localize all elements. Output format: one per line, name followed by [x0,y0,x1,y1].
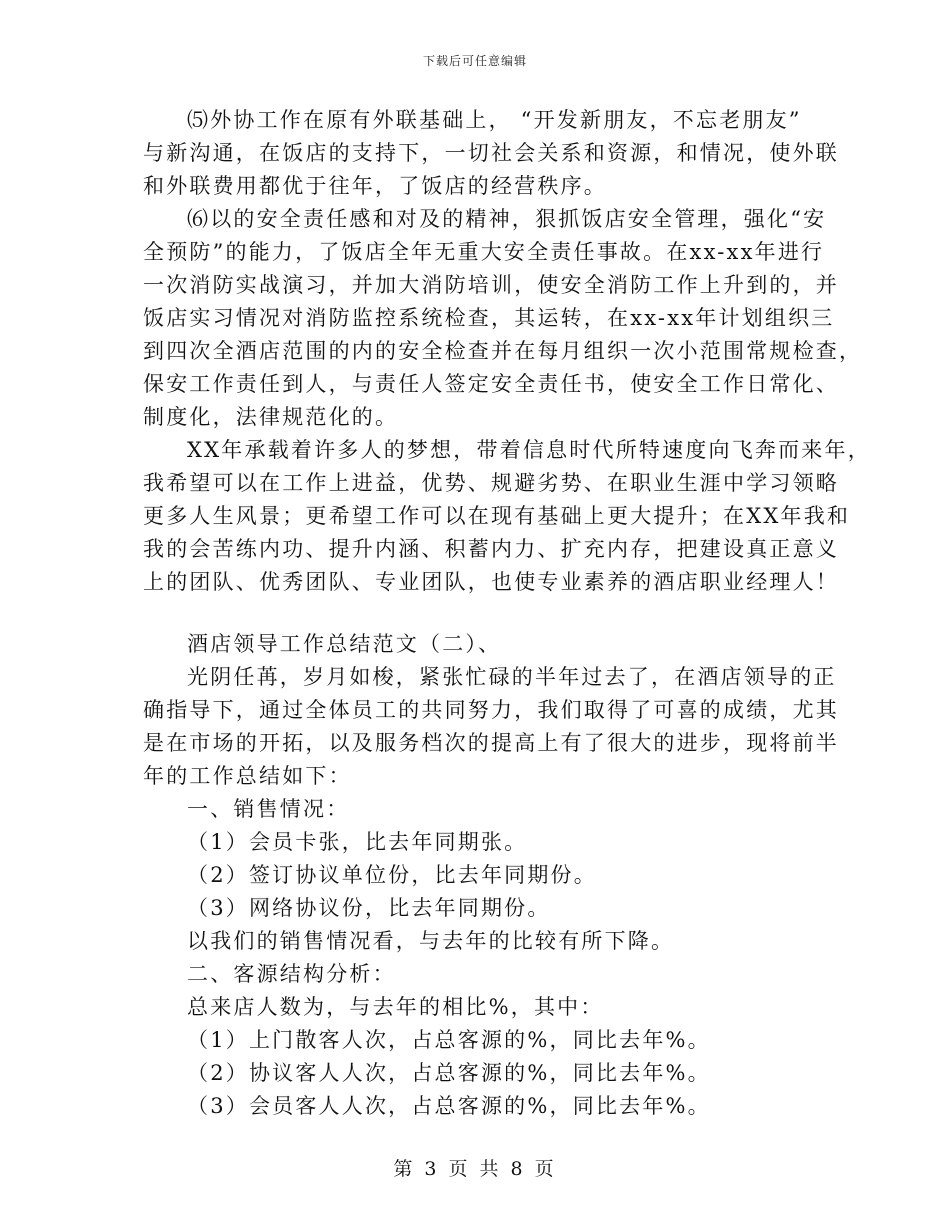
paragraph-line: 以我们的销售情况看，与去年的比较有所下降。 [187,929,675,953]
paragraph-line: 上的团队、优秀团队、专业团队，也使专业素养的酒店职业经理人！ [143,570,839,594]
paragraph-line: 是在市场的开拓，以及服务档次的提高上有了很大的进步，现将前半 [143,731,839,755]
paragraph-line: ⑹以的安全责任感和对及的精神，狠抓饭店安全管理，强化“安 [187,207,827,231]
paragraph-line: 和外联费用都优于往年，了饭店的经营秩序。 [143,174,607,198]
paragraph-line: 全预防”的能力，了饭店全年无重大安全责任事故。在xx-xx年进行 [143,240,825,264]
paragraph-line: 我希望可以在工作上进益，优势、规避劣势、在职业生涯中学习领略 [143,471,839,495]
paragraph-line: 制度化，法律规范化的。 [143,405,399,429]
list-item: （1）上门散客人次，占总客源的%，同比去年%。 [187,1028,711,1052]
list-item: （3）会员客人人次，占总客源的%，同比去年%。 [187,1094,711,1118]
page-header: 下载后可任意编辑 [422,54,527,68]
subsection-heading: 二、客源结构分析： [187,962,396,986]
paragraph-line: 到四次全酒店范围的内的安全检查并在每月组织一次小范围常规检查， [143,339,863,363]
paragraph-line: ⑸外协工作在原有外联基础上， “开发新朋友，不忘老朋友” [187,108,802,132]
page-number-footer: 第 3 页 共 8 页 [393,1158,557,1180]
list-item: （3）网络协议份，比去年同期份。 [187,896,551,920]
paragraph-line: 保安工作责任到人，与责任人签定安全责任书，使安全工作日常化、 [143,372,839,396]
paragraph-line: 我的会苦练内功、提升内涵、积蓄内力、扩充内存，把建设真正意义 [143,537,839,561]
paragraph-line: 与新沟通，在饭店的支持下，一切社会关系和资源，和情况，使外联 [143,141,839,165]
subsection-heading: 一、销售情况： [187,797,350,821]
paragraph-line: XX年承载着许多人的梦想，带着信息时代所特速度向飞奔而来年， [187,438,871,462]
paragraph-line: 年的工作总结如下： [143,764,352,788]
paragraph-line: 确指导下，通过全体员工的共同努力，我们取得了可喜的成绩，尤其 [143,698,839,722]
list-item: （2）协议客人人次，占总客源的%，同比去年%。 [187,1061,711,1085]
section-title: 酒店领导工作总结范文（二）、 [187,632,502,656]
paragraph-line: 光阴任苒，岁月如梭，紧张忙碌的半年过去了，在酒店领导的正 [187,665,837,689]
list-item: （2）签订协议单位份，比去年同期份。 [187,863,597,887]
paragraph-line: 一次消防实战演习，并加大消防培训，使安全消防工作上升到的，并 [143,273,839,297]
paragraph-line: 总来店人数为，与去年的相比%，其中： [187,995,604,1019]
paragraph-line: 饭店实习情况对消防监控系统检查，其运转，在xx-xx年计划组织三 [143,306,835,330]
list-item: （1）会员卡张，比去年同期张。 [187,830,528,854]
paragraph-line: 更多人生风景；更希望工作可以在现有基础上更大提升；在XX年我和 [143,504,851,528]
